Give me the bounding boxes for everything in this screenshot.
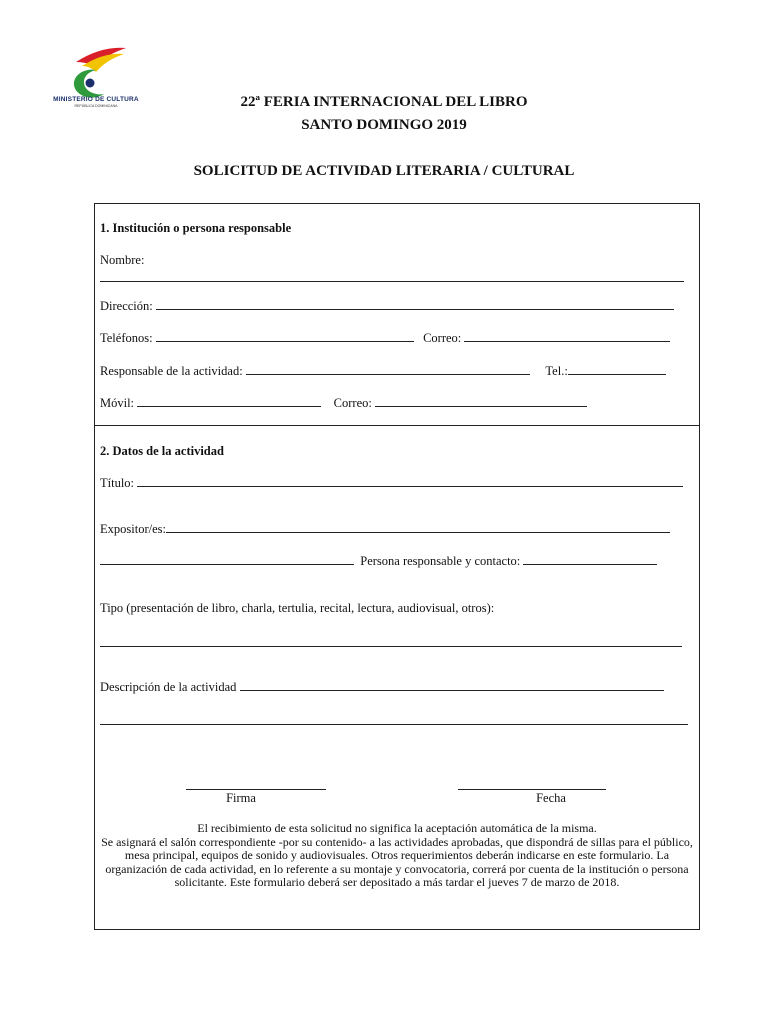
logo-name: MINISTERIO DE CULTURA: [53, 96, 139, 103]
expositor-field-2[interactable]: [100, 553, 354, 565]
expositor-field[interactable]: [166, 521, 670, 533]
descripcion-row: [100, 679, 664, 695]
form-title: SOLICITUD DE ACTIVIDAD LITERARIA / CULTURAL: [193, 163, 575, 179]
responsable-row: [100, 363, 666, 379]
tel-field[interactable]: [568, 363, 666, 375]
direccion-row: [100, 298, 674, 314]
disclaimer-body: Se asignará el salón correspondiente -por su contenido- a las actividades aprobadas, que dispondrá de sillas para el público, mesa principal, equipos de sonido y audiovisuales. Otros requerimientos deberán indicarse en este formulario. La organización de cada actividad, en lo referente a su montaje y convocatoria, correrá por cuenta de la institución o persona solicitante. Este formulario deberá ser depositado a más tardar el jueves 7 de marzo de 2018.: [101, 834, 693, 890]
descripcion-field[interactable]: [240, 679, 664, 691]
expositor-row: [100, 521, 670, 537]
telefonos-label: Teléfonos:: [100, 331, 153, 345]
disclaimer-line1: El recibimiento de esta solicitud no significa la aceptación automática de la misma.: [197, 821, 597, 835]
tipo-field[interactable]: [100, 646, 682, 647]
logo-blue-dot: [86, 79, 95, 88]
correo2-field[interactable]: [375, 395, 587, 407]
section2-heading: 2. Datos de la actividad: [100, 444, 224, 458]
movil-field[interactable]: [137, 395, 321, 407]
descripcion-label: Descripción de la actividad: [100, 680, 237, 694]
movil-label: Móvil:: [100, 396, 135, 410]
titulo-field[interactable]: [137, 475, 683, 487]
descripcion-field-2[interactable]: [100, 724, 688, 725]
fecha-line[interactable]: [458, 789, 606, 790]
expositor-label: Expositor/es:: [100, 522, 166, 536]
direccion-label: Dirección:: [100, 299, 153, 313]
responsable-field[interactable]: [246, 363, 530, 375]
nombre-label: Nombre:: [100, 253, 145, 267]
correo1-field[interactable]: [464, 330, 670, 342]
disclaimer-note: [100, 822, 694, 890]
telefonos-field[interactable]: [156, 330, 414, 342]
movil-row: [100, 395, 587, 411]
persona-contacto-row: [100, 553, 657, 569]
telefonos-row: [100, 330, 670, 346]
direccion-field[interactable]: [156, 298, 674, 310]
firma-label: Firma: [226, 791, 256, 805]
tel-label: Tel.:: [545, 364, 568, 378]
fair-title: 22ª FERIA INTERNACIONAL DEL LIBRO: [240, 94, 528, 110]
section-divider: [94, 425, 700, 426]
titulo-row: [100, 475, 683, 491]
persona-contacto-label: Persona responsable y contacto:: [360, 554, 521, 568]
responsable-label: Responsable de la actividad:: [100, 364, 243, 378]
fair-subtitle: SANTO DOMINGO 2019: [301, 117, 467, 133]
tipo-label: Tipo (presentación de libro, charla, tertulia, recital, lectura, audiovisual, otros):: [100, 601, 495, 615]
correo1-label: Correo:: [423, 331, 462, 345]
nombre-field[interactable]: [100, 281, 684, 282]
section1-heading: 1. Institución o persona responsable: [100, 221, 292, 235]
titulo-label: Título:: [100, 476, 135, 490]
persona-contacto-field[interactable]: [523, 553, 657, 565]
fecha-label: Fecha: [536, 791, 566, 805]
correo2-label: Correo:: [333, 396, 372, 410]
logo-subtitle: REPÚBLICA DOMINICANA: [74, 104, 118, 108]
firma-line[interactable]: [186, 789, 326, 790]
